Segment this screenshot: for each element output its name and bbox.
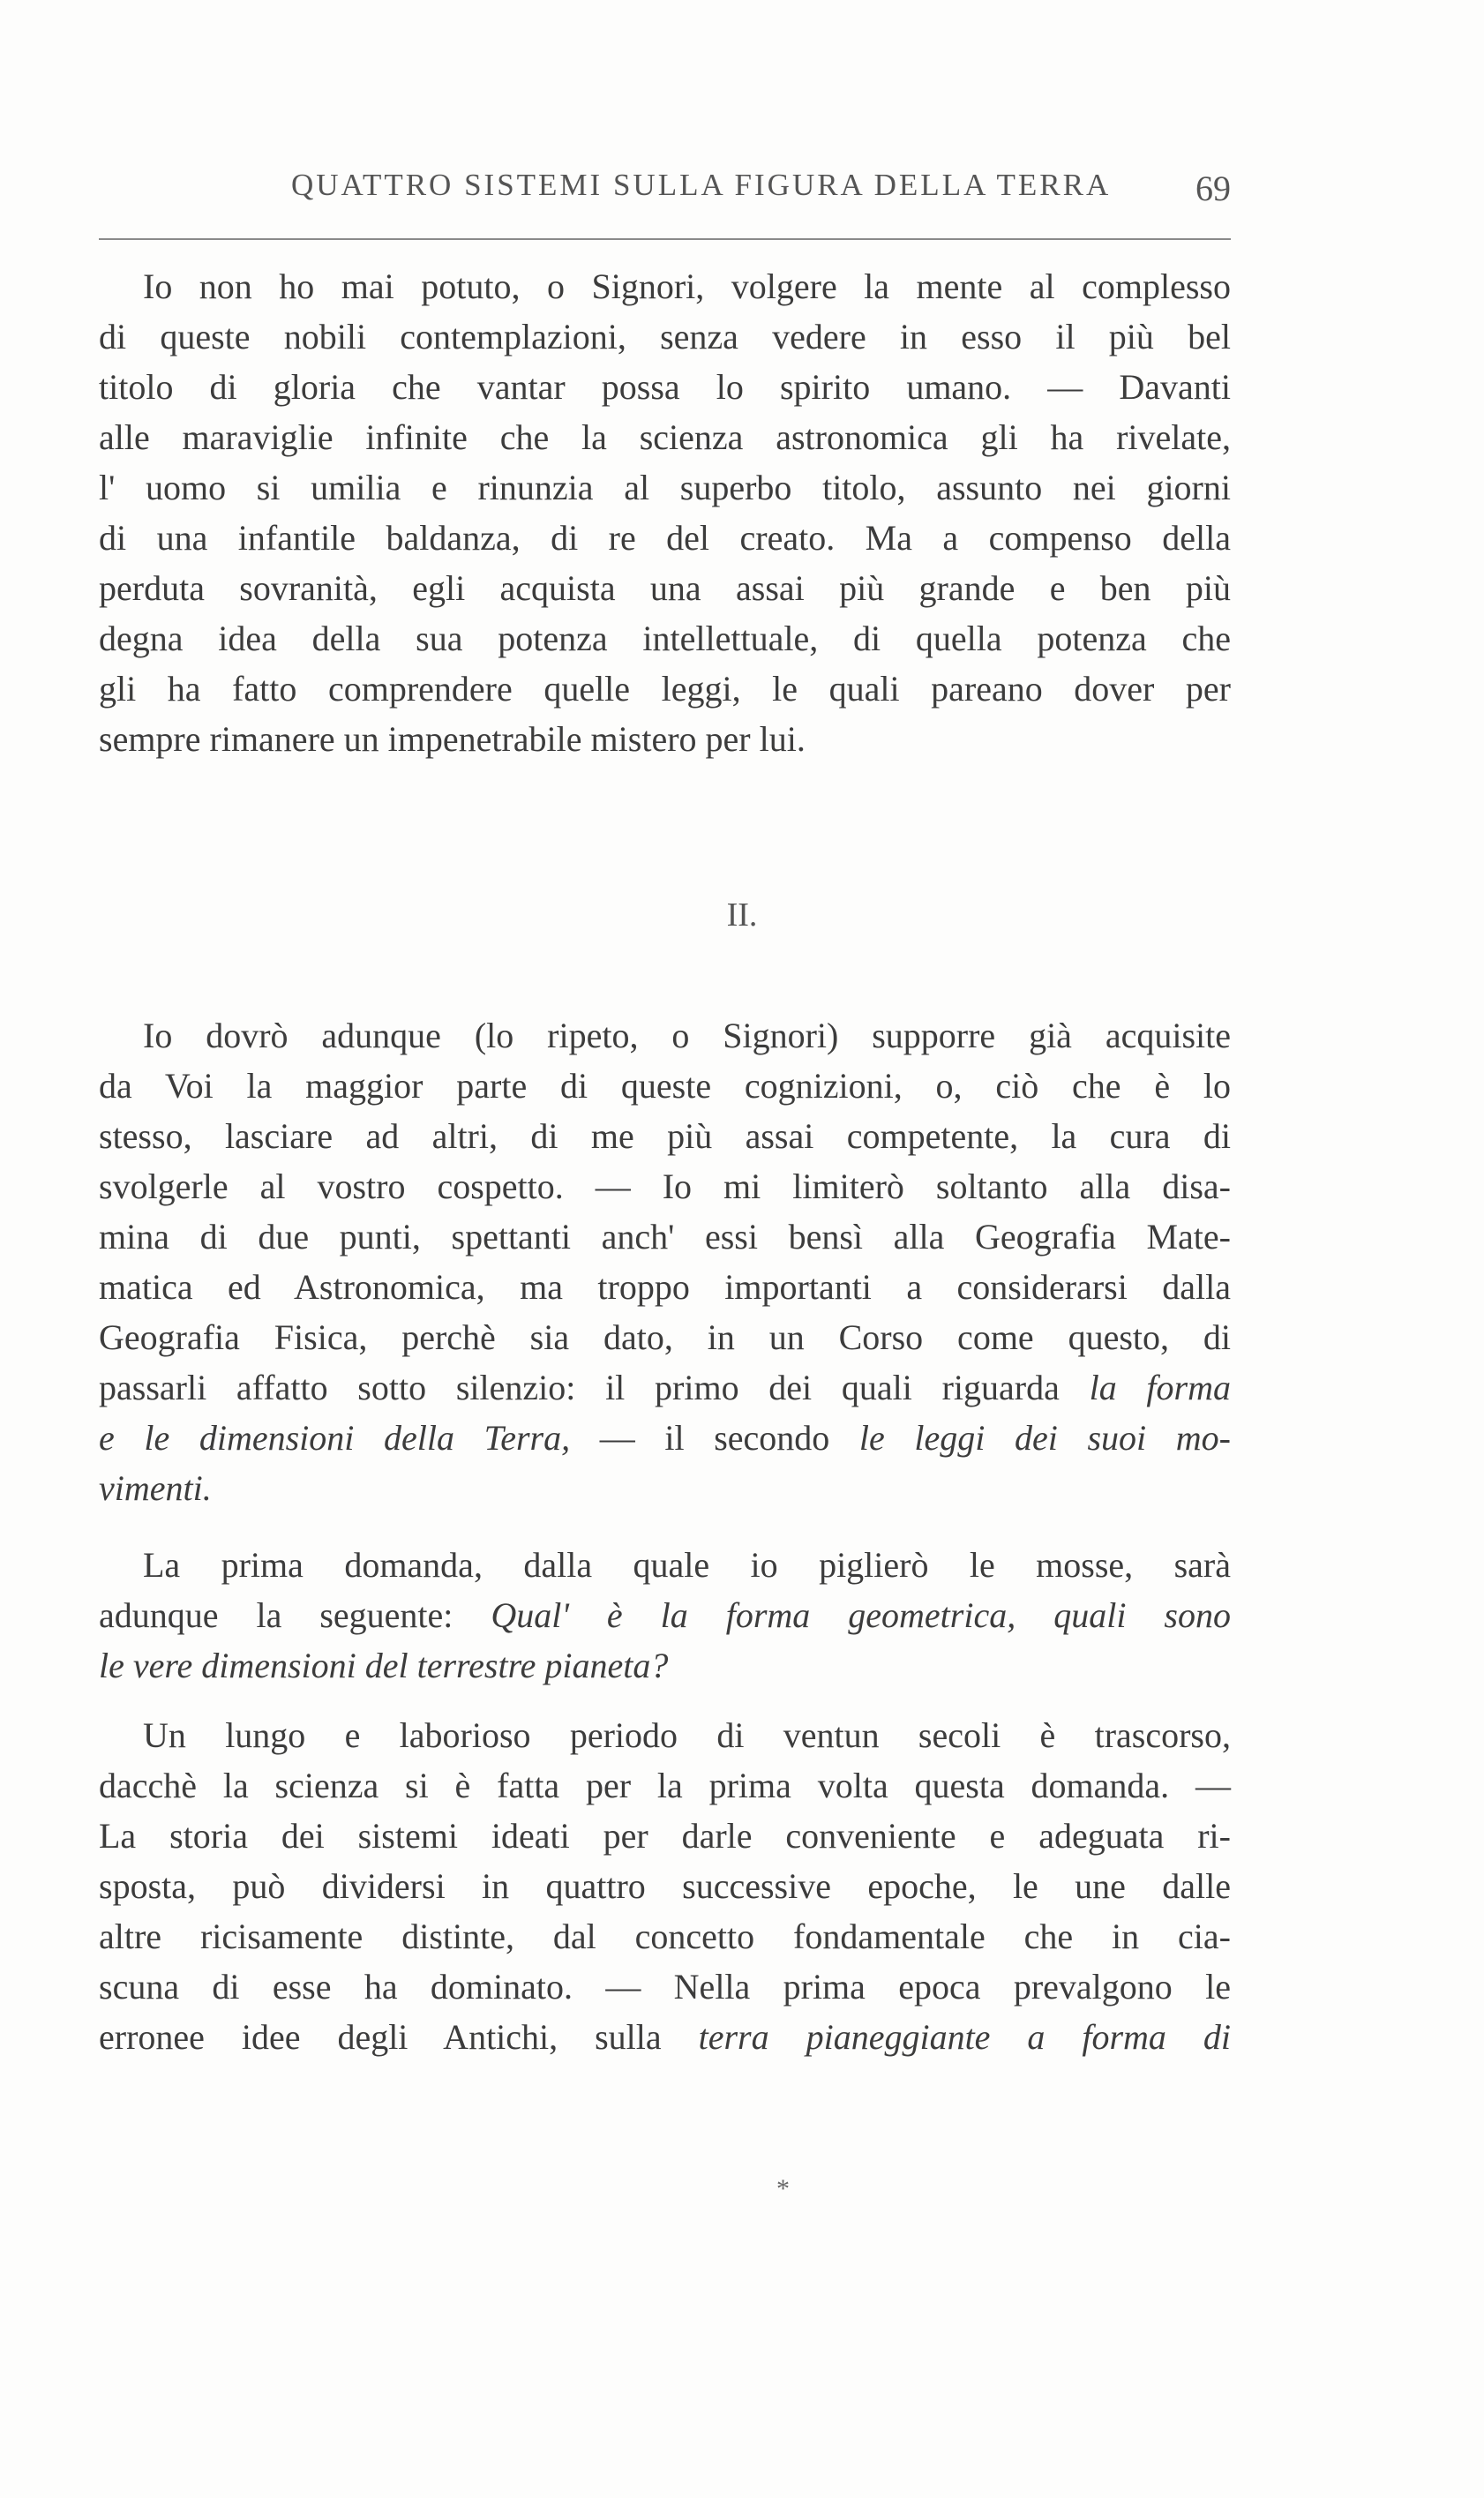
text-line: stesso, lasciare ad altri, di me più assai competente, la cura di (99, 1116, 1231, 1156)
text-line: sempre rimanere un impenetrabile mistero per lui. (99, 719, 806, 759)
text-line: scuna di esse ha dominato. — Nella prima epoca prevalgono le (99, 1967, 1231, 2007)
text-run: — il secondo (570, 1418, 859, 1458)
paragraph-3 (99, 1540, 1231, 1691)
text-line (99, 1463, 1231, 1513)
paragraph-2 (99, 1010, 1231, 1513)
text-line: di queste nobili contemplazioni, senza vedere in esso il più bel (99, 317, 1231, 356)
text-line: gli ha fatto comprendere quelle leggi, le quali pareano dover per (99, 669, 1231, 709)
text-line-mixed (99, 2012, 1231, 2062)
text-line: l' uomo si umilia e rinunzia al superbo titolo, assunto nei giorni (99, 468, 1231, 507)
paragraph-text (99, 261, 1231, 764)
italic-run: la forma (1089, 1368, 1231, 1407)
text-line: Io non ho mai potuto, o Signori, volgere la mente al complesso (143, 266, 1231, 306)
section-number: II. (726, 896, 758, 934)
text-line: matica ed Astronomica, ma troppo importanti a considerarsi dalla (99, 1267, 1231, 1307)
text-line: altre ricisamente distinte, dal concetto fondamentale che in cia- (99, 1917, 1231, 1956)
text-run: erronee idee degli Antichi, sulla (99, 2017, 699, 2057)
text-line: Io dovrò adunque (lo ripeto, o Signori) supporre già acquisite (143, 1016, 1231, 1055)
paragraph-text (99, 1540, 1231, 1691)
page-number: 69 (1195, 169, 1231, 208)
text-line: alle maraviglie infinite che la scienza astronomica gli ha rivelate, (99, 417, 1231, 457)
signature-mark: * (776, 2174, 790, 2203)
text-line: svolgerle al vostro cospetto. — Io mi limiterò soltanto alla disa- (99, 1166, 1231, 1206)
italic-run: Qual' è la forma geometrica, quali sono (491, 1595, 1231, 1635)
text-run: passarli affatto sotto silenzio: il primo dei quali riguarda (99, 1368, 1090, 1407)
text-line: sposta, può dividersi in quattro successive epoche, le une dalle (99, 1866, 1231, 1906)
text-line: degna idea della sua potenza intellettuale, di quella potenza che (99, 619, 1231, 658)
text-line: di una infantile baldanza, di re del creato. Ma a compenso della (99, 518, 1231, 558)
text-line: da Voi la maggior parte di queste cognizioni, o, ciò che è lo (99, 1066, 1231, 1106)
text-line (99, 1640, 1231, 1691)
text-line: mina di due punti, spettanti anch' essi bensì alla Geografia Mate- (99, 1217, 1231, 1257)
paragraph-text (99, 1710, 1231, 2062)
text-line-mixed (99, 1413, 1231, 1463)
text-line-mixed (99, 1590, 1231, 1640)
paragraph-1 (99, 261, 1231, 764)
italic-run: terra pianeggiante a forma di (698, 2017, 1231, 2057)
paragraph-text (99, 1010, 1231, 1513)
italic-run: vimenti. (99, 1468, 212, 1508)
text-line: La storia dei sistemi ideati per darle conveniente e adeguata ri- (99, 1816, 1231, 1856)
header-rule (99, 238, 1231, 240)
italic-run: e le dimensioni della Terra, (99, 1418, 571, 1458)
italic-run: le leggi dei suoi mo- (858, 1418, 1231, 1458)
text-line: titolo di gloria che vantar possa lo spirito umano. — Davanti (99, 367, 1231, 407)
text-run: adunque la seguente: (99, 1595, 491, 1635)
text-line: Geografia Fisica, perchè sia dato, in un Corso come questo, di (99, 1317, 1231, 1357)
page-header (99, 168, 1231, 212)
italic-run: le vere dimensioni del terrestre pianeta? (99, 1646, 669, 1685)
text-line: dacchè la scienza si è fatta per la prima volta questa domanda. — (99, 1766, 1231, 1805)
running-title: QUATTRO SISTEMI SULLA FIGURA DELLA TERRA (291, 168, 1112, 202)
text-line: perduta sovranità, egli acquista una assai più grande e ben più (99, 568, 1231, 608)
text-line: Un lungo e laborioso periodo di ventun secoli è trascorso, (143, 1715, 1231, 1755)
text-line: La prima domanda, dalla quale io piglierò le mosse, sarà (143, 1545, 1231, 1585)
paragraph-4 (99, 1710, 1231, 2062)
text-line-mixed (99, 1362, 1231, 1413)
